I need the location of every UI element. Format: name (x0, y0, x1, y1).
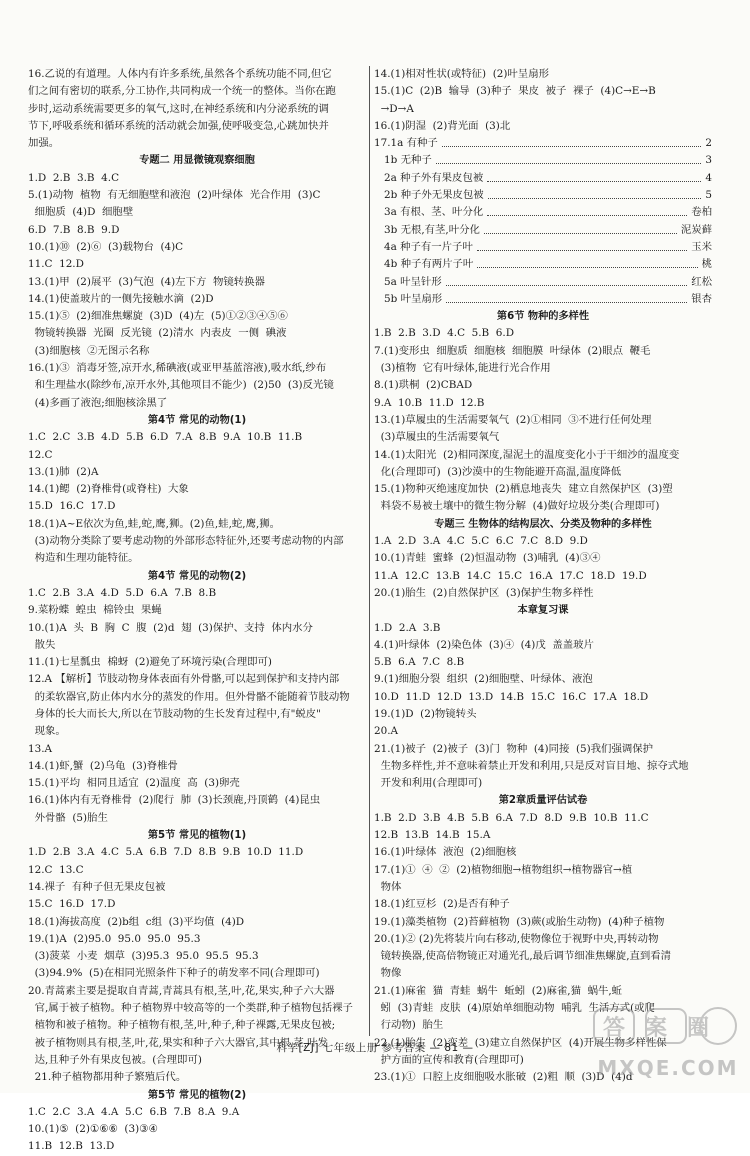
answer-line: 19.(1)D (2)物镜转头 (374, 707, 477, 720)
section-heading: 第5节 常见的植物(1) (147, 830, 247, 842)
key-entry-text: 3a 有根、茎、叶分化 (384, 206, 484, 219)
answer-line: (3)菠菜 小麦 烟草 (3)95.3 95.0 95.5 95.3 (28, 950, 259, 963)
section-heading: 第2章质量评估试卷 (498, 795, 588, 807)
answer-line: 15.(1)⑤ (2)细准焦螺旋 (3)D (4)左 (5)①②③④⑤⑥ (28, 310, 288, 323)
answer-line: 18.(1)海拔高度 (2)b组 c组 (3)平均值 (4)D (28, 915, 245, 928)
answer-line: 16.(1)阴湿 (2)背光面 (3)北 (374, 119, 511, 132)
answer-line: 身体的长大而长大,所以在节肢动物的生长发育过程中,有"蜕皮" (28, 707, 321, 720)
watermark-text-cn: 答案圈 (602, 1016, 730, 1041)
answer-line: 12.B 13.B 14.B 15.A (374, 829, 491, 842)
section-heading: 专题二 用显微镜观察细胞 (139, 155, 255, 167)
answer-line: 10.D 11.D 12.D 13.D 14.B 15.C 16.C 17.A 18.D (374, 690, 649, 703)
key-entry-leader (446, 302, 687, 303)
key-entry (374, 152, 712, 169)
right-section-bottom (374, 308, 712, 1086)
key-entry (374, 135, 712, 152)
answer-line: 官,属于被子植物。种子植物界中较高等的一个类群,种子植物包括裸子 (28, 1002, 353, 1015)
section-heading: 第6节 物种的多样性 (496, 311, 590, 323)
answer-line: 被子植物则具有根,茎,叶,花,果实和种子六大器官,其中根,茎,叶发 (28, 1036, 328, 1049)
key-entry-result: 桃 (701, 258, 712, 271)
answer-line: 物体 (374, 880, 402, 893)
key-entry-leader (446, 285, 687, 286)
answer-line: 们之间有密切的联系,分工协作,共同构成一个统一的整体。当你在跑 (28, 85, 336, 98)
key-entry-text: 4b 种子有两片子叶 (384, 258, 474, 271)
answer-line: 1.C 2.C 3.A 4.A 5.C 6.B 7.B 8.A 9.A (28, 1105, 240, 1118)
answer-line: 14.(1)使盖玻片的一侧先接触水滴 (2)D (28, 292, 214, 305)
answer-line: 1.D 2.B 3.A 4.C 5.A 6.B 7.D 8.B 9.B 10.D 11.D (28, 846, 304, 859)
right-column (374, 66, 712, 1087)
answer-line: (3)草履虫的生活需要氧气 (374, 431, 500, 444)
answer-line: 1.B 2.D 3.B 4.B 5.B 6.A 7.D 8.D 9.B 10.B 11.C (374, 811, 649, 824)
answer-line: 7.(1)变形虫 细胞质 细胞核 细胞膜 叶绿体 (2)眼点 鞭毛 (374, 344, 651, 357)
answer-line: 蚓 (3)青蛙 皮肤 (4)原始单细胞动物 哺乳 生活方式(或爬 (374, 1002, 655, 1015)
key-entry (374, 187, 712, 204)
answer-line: 12.C 13.C (28, 863, 84, 876)
key-entry-result: 红松 (691, 275, 712, 288)
answer-line: 15.D 16.C 17.D (28, 500, 116, 513)
key-entry-leader (477, 267, 698, 268)
answer-line: 加强。 (28, 137, 60, 150)
watermark-logo (590, 1005, 745, 1087)
key-entry-leader (487, 215, 687, 216)
key-entry (374, 291, 712, 308)
answer-line: 步时,运动系统需要更多的氧气,这时,在神经系统和内分泌系统的调 (28, 102, 329, 115)
answer-line: 13.(1)草履虫的生活需要氧气 (2)①相同 ③不进行任何处理 (374, 413, 652, 426)
key-entry-text: 5a 叶呈针形 (384, 275, 442, 288)
section-heading: 本章复习课 (517, 605, 569, 617)
answer-line: 10.(1)青蛙 蜜蜂 (2)恒温动物 (3)哺乳 (4)③④ (374, 552, 601, 565)
key-entry-text: 2b 种子外无果皮包被 (384, 189, 484, 202)
section-heading: 第4节 常见的动物(1) (147, 414, 247, 426)
answer-line: 15.(1)平均 相同且适宜 (2)温度 高 (3)卵壳 (28, 777, 240, 790)
answer-line: 化(合理即可) (3)沙漠中的生物能避开高温,温度降低 (374, 465, 622, 478)
answer-line: 物镜转换器 光圈 反光镜 (2)清水 内表皮 一侧 碘液 (28, 327, 287, 340)
answer-line: 14.裸子 有种子但无果皮包被 (28, 880, 166, 893)
answer-line: 6.D 7.B 8.B 9.D (28, 223, 120, 236)
answer-line: 11.C 12.D (28, 258, 84, 271)
key-entry-result: 5 (705, 189, 712, 202)
answer-line: 11.A 12.C 13.B 14.C 15.C 16.A 17.C 18.D 19.D (374, 569, 647, 582)
answer-line: 5.B 6.A 7.C 8.B (374, 656, 465, 669)
key-entry-leader (442, 146, 701, 147)
answer-line: 10.(1)⑤ (2)①⑥⑥ (3)③④ (28, 1123, 158, 1136)
answer-line: 21.种子植物都用种子繁殖后代。 (28, 1071, 187, 1084)
section-heading: 第4节 常见的动物(2) (147, 570, 247, 582)
answer-line: 9.菜粉蝶 蝗虫 棉铃虫 果蝇 (28, 604, 162, 617)
answer-line: 15.(1)物种灭绝速度加快 (2)栖息地丧失 建立自然保护区 (3)塑 (374, 483, 673, 496)
answer-line: 10.(1)⑩ (2)⑥ (3)载物台 (4)C (28, 240, 184, 253)
answer-line: 16.(1)体内有无脊椎骨 (2)爬行 肺 (3)长颈鹿,丹顶鹤 (4)昆虫 (28, 794, 321, 807)
answer-line: 18.(1)A~E依次为鱼,蛙,蛇,鹰,狮。(2)鱼,蛙,蛇,鹰,狮。 (28, 517, 281, 530)
answer-line: 20.(1)胎生 (2)自然保护区 (3)保护生物多样性 (374, 586, 594, 599)
answer-line: 10.(1)A 头 B 胸 C 腹 (2)d 翅 (3)保护、支持 体内水分 (28, 621, 313, 634)
answer-line: 1.C 2.C 3.B 4.D 5.B 6.D 7.A 8.B 9.A 10.B 11.B (28, 431, 303, 444)
key-entry (374, 204, 712, 221)
dichotomous-key (374, 135, 712, 308)
answer-line: 22.(1)胎生 (2)变差 (3)建立自然保护区 (4)开展生物多样性保 (374, 1036, 667, 1049)
answer-line: 20.(1)② (2)先将装片向右移动,使物像位于视野中央,再转动物 (374, 932, 659, 945)
key-entry-leader (436, 163, 701, 164)
answer-line: (3)植物 它有叶绿体,能进行光合作用 (374, 362, 551, 375)
answer-line: 19.(1)A (2)95.0 95.0 95.0 95.3 (28, 932, 201, 945)
answer-line: 9.(1)细胞分裂 组织 (2)细胞壁、叶绿体、液泡 (374, 673, 593, 686)
key-entry (374, 256, 712, 273)
answer-line: 16.(1)叶绿体 液泡 (2)细胞核 (374, 846, 517, 859)
key-entry-result: 2 (705, 137, 712, 150)
key-entry-result: 4 (705, 171, 712, 184)
key-entry-leader (477, 250, 687, 251)
key-entry-leader (484, 233, 677, 234)
answer-line: 物像 (374, 967, 402, 980)
answer-line: 护方面的宣传和教育(合理即可) (374, 1053, 524, 1066)
answer-line: (4)多画了液泡;细胞核涂黑了 (28, 396, 168, 409)
answer-line: 14.(1)太阳光 (2)相同深度,湿泥土的温度变化小于干细沙的温度变 (374, 448, 680, 461)
answer-line: 15.(1)C (2)B 输导 (3)种子 果皮 被子 裸子 (4)C→E→B (374, 85, 656, 98)
answer-line: 5.(1)动物 植物 有无细胞壁和液泡 (2)叶绿体 光合作用 (3)C (28, 189, 321, 202)
key-entry-text: 5b 叶呈扇形 (384, 292, 443, 305)
answer-line: 20.青蒿素主要是提取自青蒿,青蒿具有根,茎,叶,花,果实,种子六大器 (28, 984, 335, 997)
answer-line: (3)94.9% (5)在相同光照条件下种子的萌发率不同(合理即可) (28, 967, 320, 980)
answer-line: 11.(1)七星瓢虫 棉蚜 (2)避免了环境污染(合理即可) (28, 656, 272, 669)
answer-line: 14.(1)虾,蟹 (2)乌龟 (3)脊椎骨 (28, 759, 178, 772)
key-entry-text: 17.1a 有种子 (374, 137, 438, 150)
right-section-top (374, 66, 712, 135)
answer-line: 23.(1)① 口腔上皮细胞吸水胀破 (2)粗 顺 (3)D (4)d (374, 1071, 633, 1084)
key-entry (374, 239, 712, 256)
answer-line: 的柔软器官,防止体内水分的蒸发的作用。但外骨骼不能随着节肢动物 (28, 690, 350, 703)
answer-line: 节下,呼吸系统和循环系统的活动就会加强,使呼吸变急,心跳加快并 (28, 119, 329, 132)
answer-line: 构造和生理功能特征。 (28, 552, 139, 565)
answer-line: 开发和利用(合理即可) (374, 777, 483, 790)
answer-line: 镜转换器,使高倍物镜正对通光孔,最后调节细准焦螺旋,直到看清 (374, 950, 672, 963)
key-entry-result: 泥炭藓 (680, 223, 712, 236)
left-column (28, 66, 366, 1156)
watermark-text-url: MXQE.COM (597, 1056, 739, 1080)
key-entry-text: 2a 种子外有果皮包被 (384, 171, 484, 184)
answer-line: 12.A 【解析】节肢动物身体表面有外骨骼,可以起到保护和支持内部 (28, 673, 340, 686)
answer-line: 料袋不易被土壤中的微生物分解 (4)做好垃圾分类(合理即可) (374, 500, 660, 513)
key-entry-text: 3b 无根,有茎,叶分化 (384, 223, 480, 236)
answer-line: 21.(1)麻雀 猫 青蛙 蜗牛 蚯蚓 (2)麻雀,猫 蜗牛,蚯 (374, 984, 623, 997)
answer-line: 和生理盐水(除纱布,凉开水外,其他项目不能少) (2)50 (3)反光镜 (28, 379, 334, 392)
key-entry (374, 274, 712, 291)
answer-line: 植物和被子植物。种子植物有根,茎,叶,种子,种子裸露,无果皮包被; (28, 1019, 336, 1032)
answer-line: 细胞质 (4)D 细胞壁 (28, 206, 134, 219)
answer-line: 9.A 10.B 11.D 12.B (374, 396, 485, 409)
answer-line: 17.(1)① ④ ② (2)植物细胞→植物组织→植物器官→植 (374, 863, 633, 876)
answer-line: 4.(1)叶绿体 (2)染色体 (3)④ (4)戊 盖盖玻片 (374, 638, 594, 651)
answer-line: 18.(1)红豆杉 (2)是否有种子 (374, 898, 510, 911)
answer-line: (3)动物分类除了要考虑动物的外部形态特征外,还要考虑动物的内部 (28, 535, 344, 548)
answer-line: 13.A (28, 742, 53, 755)
answer-line: →D→A (374, 102, 414, 115)
answer-line: 19.(1)藻类植物 (2)苔藓植物 (3)蕨(或胎生动物) (4)种子植物 (374, 915, 665, 928)
answer-line: 13.(1)甲 (2)展平 (3)气泡 (4)左下方 物镜转换器 (28, 275, 265, 288)
answer-line: 1.D 2.B 3.B 4.C (28, 171, 120, 184)
answer-line: (3)细胞核 ②无图示名称 (28, 344, 150, 357)
key-entry-text: 4a 种子有一片子叶 (384, 240, 473, 253)
key-entry-text: 1b 无种子 (384, 154, 432, 167)
answer-line: 16.(1)③ 消毒牙签,凉开水,稀碘液(或亚甲基蓝溶液),吸水纸,纱布 (28, 362, 327, 375)
answer-line: 16.乙说的有道理。人体内有许多系统,虽然各个系统功能不同,但它 (28, 68, 332, 80)
answer-line: 14.(1)鳃 (2)脊椎骨(或脊柱) 大象 (28, 483, 189, 496)
answer-line: 达,且种子外有果皮包被。(合理即可) (28, 1053, 202, 1066)
answer-line: 行动物) 胎生 (374, 1019, 444, 1032)
key-entry (374, 222, 712, 239)
answer-line: 8.(1)珙桐 (2)CBAD (374, 379, 473, 392)
key-entry-result: 卷柏 (691, 206, 712, 219)
answer-line: 外骨骼 (5)胎生 (28, 811, 108, 824)
answer-line: 12.C (28, 448, 53, 461)
page-footer: 科学[ZJ] 七年级上册 参考答案 — 81 — (276, 1042, 474, 1054)
answer-line: 1.A 2.D 3.A 4.C 5.C 6.C 7.C 8.D 9.D (374, 535, 588, 548)
key-entry-result: 3 (705, 154, 712, 167)
section-heading: 第5节 常见的植物(2) (147, 1089, 247, 1101)
answer-line: 1.B 2.B 3.D 4.C 5.B 6.D (374, 327, 515, 340)
key-entry-leader (487, 181, 701, 182)
section-heading: 专题三 生物体的结构层次、分类及物种的多样性 (434, 518, 652, 530)
answer-line: 11.B 12.B 13.D (28, 1140, 115, 1153)
key-entry-leader (488, 198, 701, 199)
key-entry (374, 170, 712, 187)
key-entry-result: 玉米 (691, 240, 712, 253)
answer-line: 20.A (374, 725, 399, 738)
answer-line: 现象。 (28, 725, 66, 738)
answer-line: 1.D 2.A 3.B (374, 621, 441, 634)
answer-line: 14.(1)相对性状(或特征) (2)叶呈扇形 (374, 68, 549, 80)
answer-line: 21.(1)被子 (2)被子 (3)门 物种 (4)同接 (5)我们强调保护 (374, 742, 654, 755)
answer-line: 1.C 2.B 3.A 4.D 5.D 6.A 7.B 8.B (28, 586, 217, 599)
answer-line: 15.C 16.D 17.D (28, 898, 116, 911)
answer-line: 散失 (28, 638, 56, 651)
key-entry-result: 银杏 (691, 292, 712, 305)
column-divider (369, 66, 370, 1036)
answer-line: 生物多样性,并不意味着禁止开发和利用,只是反对盲目地、掠夺式地 (374, 759, 689, 772)
answer-line: 13.(1)肺 (2)A (28, 465, 99, 478)
